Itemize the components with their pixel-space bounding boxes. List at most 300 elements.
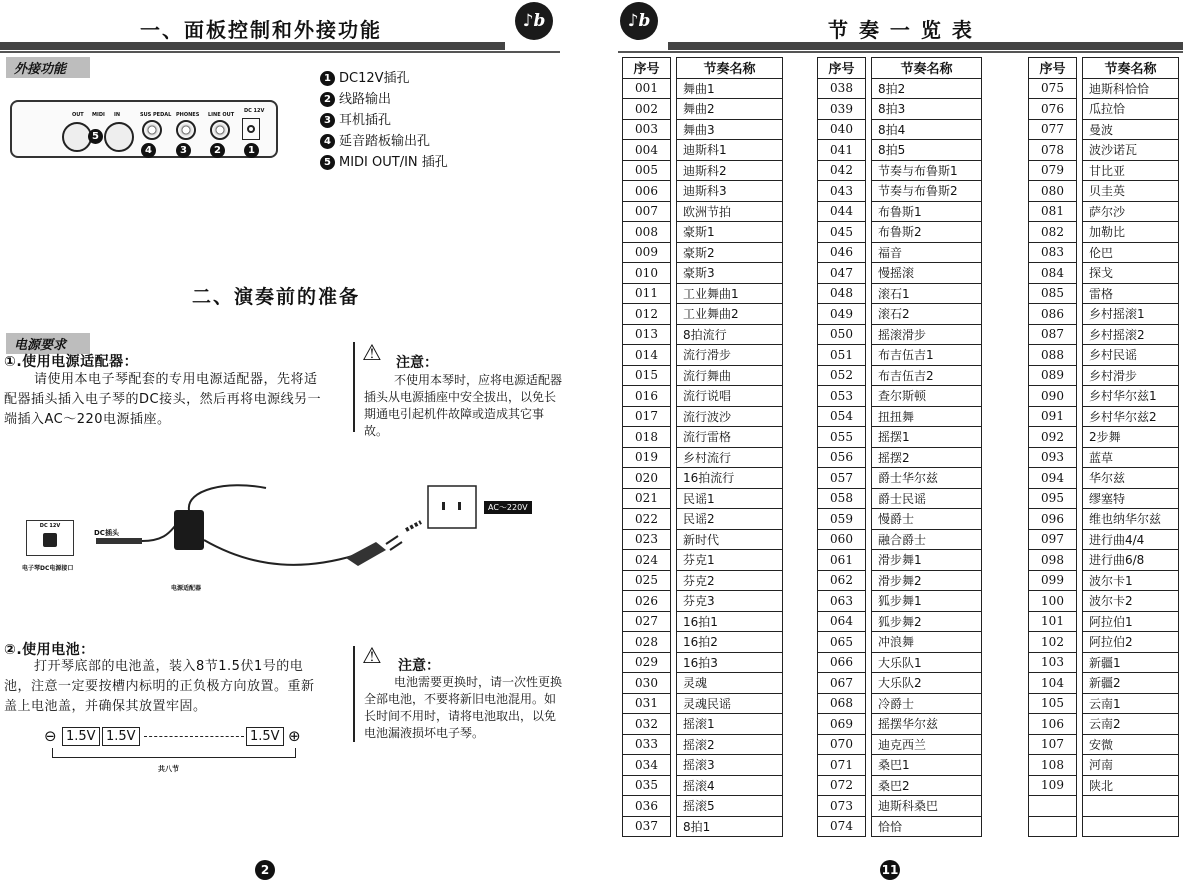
rhythm-name: 桑巴1 (872, 755, 982, 776)
rhythm-name: 查尔斯顿 (872, 386, 982, 407)
note-text-1: 不使用本琴时，应将电源适配器插头从电源插座中安全拔出，以免长期通电引起机件故障或造成其它事故。 (364, 373, 563, 438)
table-row (818, 570, 982, 591)
jack-item: 4 延音踏板输出孔 (320, 131, 448, 152)
rhythm-number: 007 (623, 201, 671, 222)
section-title-prep: 二、演奏前的准备 (192, 286, 361, 308)
page-number-right: 11 (880, 860, 900, 880)
rhythm-name: 探戈 (1083, 263, 1179, 284)
adapter-text: 请使用本电子琴配套的专用电源适配器，先将适配器插头插入电子琴的DC接头，然后再将电源线另一端插入AC～220电源插座。 (4, 372, 322, 427)
table-row (623, 242, 783, 263)
rhythm-number: 067 (818, 673, 866, 694)
rhythm-number: 034 (623, 755, 671, 776)
rhythm-name: 融合爵士 (872, 529, 982, 550)
battery-bracket (52, 748, 296, 758)
header-rule-right (668, 42, 1183, 50)
rhythm-number: 030 (623, 673, 671, 694)
table-header (623, 58, 783, 79)
page-number-left: 2 (255, 860, 275, 880)
table-row (623, 591, 783, 612)
rhythm-number: 076 (1029, 99, 1077, 120)
table-row (818, 447, 982, 468)
table-row (623, 324, 783, 345)
rhythm-name: 8拍3 (872, 99, 982, 120)
rhythm-number: 097 (1029, 529, 1077, 550)
rhythm-number: 009 (623, 242, 671, 263)
rhythm-name: 雷格 (1083, 283, 1179, 304)
rhythm-name: 舞曲3 (677, 119, 783, 140)
table-row (1029, 714, 1179, 735)
rhythm-number: 064 (818, 611, 866, 632)
rhythm-number: 099 (1029, 570, 1077, 591)
table-row (1029, 755, 1179, 776)
rhythm-number: 033 (623, 734, 671, 755)
rhythm-number: 056 (818, 447, 866, 468)
plus-icon: ⊕ (288, 727, 301, 745)
table-row (818, 140, 982, 161)
rhythm-number: 074 (818, 816, 866, 837)
rhythm-name: 乡村摇滚2 (1083, 324, 1179, 345)
rhythm-number: 094 (1029, 468, 1077, 489)
table-row (623, 550, 783, 571)
table-row (623, 365, 783, 386)
table-row (1029, 160, 1179, 181)
rhythm-name: 8拍流行 (677, 324, 783, 345)
rhythm-number: 066 (818, 652, 866, 673)
page-title-right: 节 奏 一 览 表 (828, 18, 974, 42)
rhythm-name: 灵魂民谣 (677, 693, 783, 714)
rhythm-name: 摇滚滑步 (872, 324, 982, 345)
rhythm-name: 流行波沙 (677, 406, 783, 427)
rhythm-name: 摇滚1 (677, 714, 783, 735)
rhythm-number: 021 (623, 488, 671, 509)
rhythm-number: 031 (623, 693, 671, 714)
table-row (623, 345, 783, 366)
rhythm-number: 050 (818, 324, 866, 345)
table-row (1029, 775, 1179, 796)
rhythm-name: 爵士民谣 (872, 488, 982, 509)
table-row (623, 447, 783, 468)
table-row (1029, 509, 1179, 530)
table-row (1029, 611, 1179, 632)
note-title-1: 注意： (396, 355, 438, 371)
rhythm-name: 欧洲节拍 (677, 201, 783, 222)
col-name: 节奏名称 (872, 58, 982, 79)
table-row (1029, 201, 1179, 222)
table-row (1029, 345, 1179, 366)
rhythm-number: 090 (1029, 386, 1077, 407)
rhythm-number: 084 (1029, 263, 1077, 284)
table-row (623, 529, 783, 550)
table-row (1029, 263, 1179, 284)
table-row (818, 406, 982, 427)
rhythm-name: 豪斯1 (677, 222, 783, 243)
warning-icon: ⚠ (362, 341, 382, 366)
rhythm-name: 流行雷格 (677, 427, 783, 448)
rhythm-number: 013 (623, 324, 671, 345)
rhythm-name: 流行滑步 (677, 345, 783, 366)
col-no: 序号 (1029, 58, 1077, 79)
table-row (1029, 365, 1179, 386)
table-row (623, 775, 783, 796)
rhythm-number: 018 (623, 427, 671, 448)
rhythm-name: 冷爵士 (872, 693, 982, 714)
table-row (818, 591, 982, 612)
rhythm-number: 017 (623, 406, 671, 427)
rhythm-name: 乡村滑步 (1083, 365, 1179, 386)
rhythm-name: 波尔卡1 (1083, 570, 1179, 591)
rhythm-name: 伦巴 (1083, 242, 1179, 263)
rhythm-number: 101 (1029, 611, 1077, 632)
rhythm-name: 维也纳华尔兹 (1083, 509, 1179, 530)
col-no: 序号 (623, 58, 671, 79)
table-row (623, 222, 783, 243)
rhythm-name: 进行曲4/4 (1083, 529, 1179, 550)
rhythm-name: 16拍3 (677, 652, 783, 673)
rhythm-number: 046 (818, 242, 866, 263)
rhythm-name: 摇滚5 (677, 796, 783, 817)
rhythm-number: 070 (818, 734, 866, 755)
table-row (623, 263, 783, 284)
table-row (1029, 386, 1179, 407)
table-row (1029, 632, 1179, 653)
rhythm-number: 081 (1029, 201, 1077, 222)
rhythm-name: 云南2 (1083, 714, 1179, 735)
rhythm-number: 054 (818, 406, 866, 427)
rhythm-name: 慢爵士 (872, 509, 982, 530)
rhythm-name: 16拍流行 (677, 468, 783, 489)
callout-5: 5 (88, 129, 103, 144)
rhythm-name: 节奏与布鲁斯2 (872, 181, 982, 202)
rhythm-number: 026 (623, 591, 671, 612)
warning-icon: ⚠ (362, 644, 382, 669)
rhythm-name: 布鲁斯2 (872, 222, 982, 243)
rhythm-number: 072 (818, 775, 866, 796)
sus-pedal-jack (142, 120, 162, 140)
callout-3: 3 (176, 143, 191, 158)
rhythm-number: 029 (623, 652, 671, 673)
dc-port-diagram (26, 520, 74, 556)
rhythm-name: 灵魂 (677, 673, 783, 694)
col-no: 序号 (818, 58, 866, 79)
label-in: IN (114, 112, 121, 118)
jack-item: 5 MIDI OUT/IN 插孔 (320, 152, 448, 173)
rhythm-number: 059 (818, 509, 866, 530)
rhythm-number: 010 (623, 263, 671, 284)
rhythm-name: 加勒比 (1083, 222, 1179, 243)
rhythm-name: 滚石2 (872, 304, 982, 325)
rhythm-number: 038 (818, 78, 866, 99)
rhythm-number: 108 (1029, 755, 1077, 776)
table-row (623, 693, 783, 714)
table-row (818, 673, 982, 694)
rhythm-name: 陕北 (1083, 775, 1179, 796)
rhythm-number: 027 (623, 611, 671, 632)
rhythm-name: 乡村流行 (677, 447, 783, 468)
rhythm-number: 075 (1029, 78, 1077, 99)
rhythm-number: 019 (623, 447, 671, 468)
table-row (818, 386, 982, 407)
rhythm-number: 051 (818, 345, 866, 366)
rhythm-name: 迪克西兰 (872, 734, 982, 755)
table-row (818, 345, 982, 366)
rhythm-name: 扭扭舞 (872, 406, 982, 427)
rhythm-number: 047 (818, 263, 866, 284)
dc-jack (242, 118, 260, 140)
rhythm-number: 068 (818, 693, 866, 714)
table-row (1029, 427, 1179, 448)
rhythm-name: 桑巴2 (872, 775, 982, 796)
battery-cell: 1.5V (102, 727, 140, 746)
table-row (818, 775, 982, 796)
rhythm-number: 086 (1029, 304, 1077, 325)
table-row (1029, 488, 1179, 509)
jack-item: 2 线路输出 (320, 89, 448, 110)
note-divider-2 (353, 646, 355, 742)
rhythm-number: 022 (623, 509, 671, 530)
table-row (818, 283, 982, 304)
dc-port-label: DC 12V (39, 523, 61, 529)
rhythm-name: 迪斯科1 (677, 140, 783, 161)
table-row (818, 693, 982, 714)
rhythm-number: 053 (818, 386, 866, 407)
rhythm-name: 波尔卡2 (1083, 591, 1179, 612)
header-rule-left (0, 42, 505, 50)
rhythm-name: 节奏与布鲁斯1 (872, 160, 982, 181)
rhythm-name: 福音 (872, 242, 982, 263)
table-row (818, 201, 982, 222)
power-cable-diagram (76, 470, 536, 580)
table-row (818, 816, 982, 837)
rhythm-number: 058 (818, 488, 866, 509)
table-row (1029, 181, 1179, 202)
table-row (623, 160, 783, 181)
rhythm-name: 摇摆华尔兹 (872, 714, 982, 735)
rhythm-name: 波沙诺瓦 (1083, 140, 1179, 161)
table-row (818, 181, 982, 202)
rhythm-name: 新时代 (677, 529, 783, 550)
table-row (818, 242, 982, 263)
rhythm-name: 迪斯科3 (677, 181, 783, 202)
rhythm-name: 8拍4 (872, 119, 982, 140)
rhythm-name: 乡村民谣 (1083, 345, 1179, 366)
table-row (1029, 283, 1179, 304)
label-out: OUT (72, 112, 84, 118)
rhythm-name: 乡村华尔兹2 (1083, 406, 1179, 427)
table-row (1029, 304, 1179, 325)
rhythm-name: 流行舞曲 (677, 365, 783, 386)
phones-jack (176, 120, 196, 140)
table-row (818, 427, 982, 448)
rhythm-number: 089 (1029, 365, 1077, 386)
label-dc: DC 12V (244, 108, 265, 114)
table-row (1029, 119, 1179, 140)
dc-port-caption: 电子琴DC电源接口 (22, 565, 74, 572)
table-row (818, 509, 982, 530)
midi-in-port (104, 122, 134, 152)
table-header (818, 58, 982, 79)
jack-list (320, 68, 448, 173)
rhythm-number: 008 (623, 222, 671, 243)
table-header (1029, 58, 1179, 79)
table-row (818, 632, 982, 653)
rhythm-name: 贝圭英 (1083, 181, 1179, 202)
rhythm-number: 093 (1029, 447, 1077, 468)
rhythm-number: 095 (1029, 488, 1077, 509)
table-row (623, 406, 783, 427)
rhythm-name: 摇滚3 (677, 755, 783, 776)
rhythm-name: 瓜拉恰 (1083, 99, 1179, 120)
table-row (1029, 447, 1179, 468)
rhythm-name: 摇滚4 (677, 775, 783, 796)
rhythm-name: 新疆2 (1083, 673, 1179, 694)
table-row (818, 160, 982, 181)
table-row (818, 714, 982, 735)
rhythm-name: 豪斯3 (677, 263, 783, 284)
table-row (818, 755, 982, 776)
table-row (818, 611, 982, 632)
table-row (818, 78, 982, 99)
rhythm-number: 060 (818, 529, 866, 550)
table-row (623, 488, 783, 509)
rhythm-name: 冲浪舞 (872, 632, 982, 653)
rhythm-number: 109 (1029, 775, 1077, 796)
table-row (623, 673, 783, 694)
rhythm-name: 狐步舞2 (872, 611, 982, 632)
col-name: 节奏名称 (1083, 58, 1179, 79)
col-name: 节奏名称 (677, 58, 783, 79)
rhythm-number: 006 (623, 181, 671, 202)
rhythm-number: 069 (818, 714, 866, 735)
rhythm-number: 104 (1029, 673, 1077, 694)
table-row (1029, 570, 1179, 591)
rhythm-name: 工业舞曲2 (677, 304, 783, 325)
table-row (818, 99, 982, 120)
dc-plug-caption: DC插头 (94, 529, 119, 537)
table-row (1029, 734, 1179, 755)
rhythm-number: 103 (1029, 652, 1077, 673)
label-line: LINE OUT (208, 112, 235, 118)
rhythm-number: 096 (1029, 509, 1077, 530)
rhythm-number: 037 (623, 816, 671, 837)
table-row (1029, 550, 1179, 571)
note-text-2: 电池需要更换时，请一次性更换全部电池，不要将新旧电池混用。如长时间不用时，请将电池取出，以免电池漏液损坏电子琴。 (364, 675, 563, 740)
rhythm-name (1083, 816, 1179, 837)
battery-count: 共八节 (158, 765, 179, 773)
rhythm-name: 芬克1 (677, 550, 783, 571)
rhythm-number: 091 (1029, 406, 1077, 427)
rhythm-name: 布吉伍吉1 (872, 345, 982, 366)
rhythm-name: 民谣2 (677, 509, 783, 530)
table-row (818, 652, 982, 673)
table-row (623, 78, 783, 99)
table-row (623, 796, 783, 817)
ac-label: AC～220V (484, 501, 532, 514)
rhythm-number: 011 (623, 283, 671, 304)
table-row (623, 632, 783, 653)
table-row (623, 734, 783, 755)
rhythm-number: 048 (818, 283, 866, 304)
rhythm-name: 新疆1 (1083, 652, 1179, 673)
table-row (1029, 324, 1179, 345)
rhythm-number: 041 (818, 140, 866, 161)
table-row (818, 488, 982, 509)
table-row (818, 468, 982, 489)
battery-heading: ②.使用电池： (4, 642, 95, 658)
table-row (623, 755, 783, 776)
rhythm-number: 012 (623, 304, 671, 325)
table-row (623, 570, 783, 591)
rhythm-number: 015 (623, 365, 671, 386)
table-row (623, 509, 783, 530)
rhythm-name: 大乐队2 (872, 673, 982, 694)
table-row (818, 222, 982, 243)
label-phones: PHONES (176, 112, 200, 118)
table-row (623, 427, 783, 448)
rhythm-number: 003 (623, 119, 671, 140)
rhythm-number: 080 (1029, 181, 1077, 202)
rhythm-name: 萨尔沙 (1083, 201, 1179, 222)
battery-cell: 1.5V (62, 727, 100, 746)
page-title-left: 一、面板控制和外接功能 (140, 18, 382, 42)
rhythm-name: 布吉伍吉2 (872, 365, 982, 386)
rhythm-name: 缪塞特 (1083, 488, 1179, 509)
dc-port-hole (43, 533, 57, 547)
rhythm-number: 102 (1029, 632, 1077, 653)
rhythm-name: 2步舞 (1083, 427, 1179, 448)
table-row (818, 119, 982, 140)
rhythm-name: 狐步舞1 (872, 591, 982, 612)
rhythm-number: 049 (818, 304, 866, 325)
table-row (1029, 816, 1179, 837)
table-row (1029, 529, 1179, 550)
rhythm-name: 摇滚2 (677, 734, 783, 755)
rhythm-name: 豪斯2 (677, 242, 783, 263)
rhythm-name: 进行曲6/8 (1083, 550, 1179, 571)
rhythm-name: 河南 (1083, 755, 1179, 776)
rhythm-number: 063 (818, 591, 866, 612)
rhythm-name: 16拍1 (677, 611, 783, 632)
rhythm-name: 滑步舞1 (872, 550, 982, 571)
table-row (818, 734, 982, 755)
note-divider-1 (353, 342, 355, 432)
jack-item: 1 DC12V插孔 (320, 68, 448, 89)
callout-2: 2 (210, 143, 225, 158)
adapter-caption: 电源适配器 (171, 585, 202, 592)
rhythm-number: 088 (1029, 345, 1077, 366)
rhythm-name: 16拍2 (677, 632, 783, 653)
rhythm-number: 057 (818, 468, 866, 489)
table-row (1029, 591, 1179, 612)
rhythm-number: 098 (1029, 550, 1077, 571)
header-rule-right-thin (618, 51, 1183, 53)
rhythm-name: 大乐队1 (872, 652, 982, 673)
rhythm-number: 040 (818, 119, 866, 140)
rhythm-name: 迪斯科桑巴 (872, 796, 982, 817)
table-row (1029, 693, 1179, 714)
rhythm-number (1029, 816, 1077, 837)
rhythm-name: 阿拉伯1 (1083, 611, 1179, 632)
table-row (818, 529, 982, 550)
rhythm-name: 芬克2 (677, 570, 783, 591)
adapter-heading: ①.使用电源适配器： (4, 354, 139, 370)
rhythm-number: 061 (818, 550, 866, 571)
rhythm-name: 8拍1 (677, 816, 783, 837)
rhythm-name: 曼波 (1083, 119, 1179, 140)
battery-dashes (144, 736, 244, 737)
rhythm-name: 流行说唱 (677, 386, 783, 407)
rhythm-name: 安微 (1083, 734, 1179, 755)
rhythm-name: 舞曲2 (677, 99, 783, 120)
